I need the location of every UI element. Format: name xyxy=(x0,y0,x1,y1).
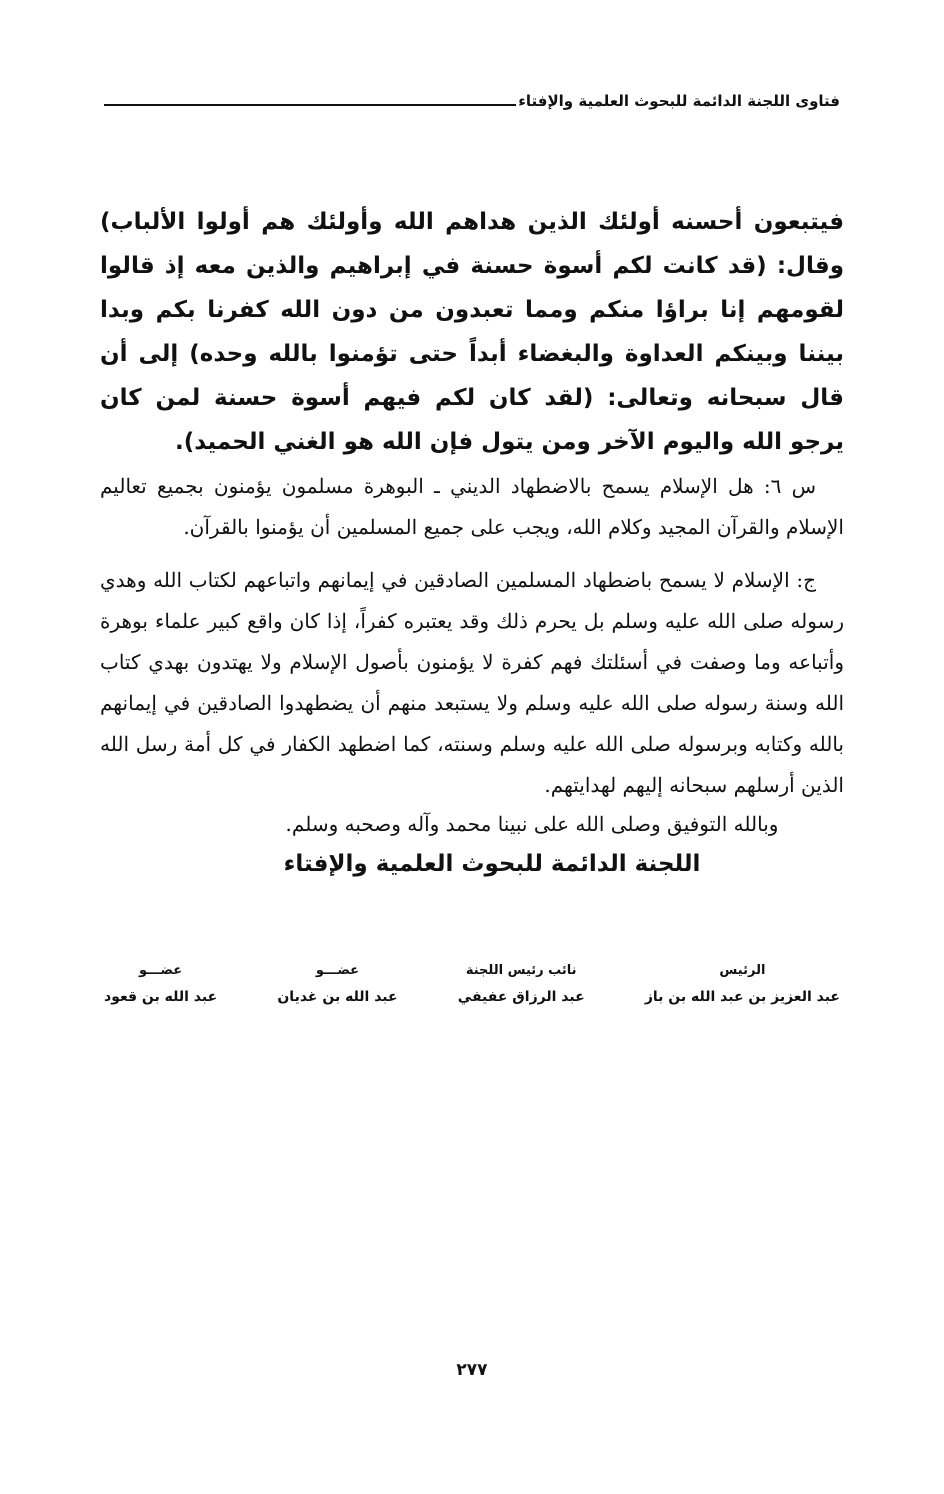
header-rule xyxy=(104,104,516,106)
closing-line: وبالله التوفيق وصلى الله على نبينا محمد وآله وصحبه وسلم. xyxy=(285,812,779,836)
answer-paragraph: ج: الإسلام لا يسمح باضطهاد المسلمين الصادقين في إيمانهم واتباعهم لكتاب الله وهدي رسوله صلى الله عليه وسلم بل يحرم ذلك وقد يعتبره كفراً، إذا كان واقع كبير علماء بوهرة وأتباعه وما وصفت في أسئلتك فهم كفرة لا يؤمنون بأصول الإسلام ولا يهتدون بهدي كتاب الله وسنة رسوله صلى الله عليه وسلم ولا يستبعد منهم أن يضطهدوا الصادقين في إيمانهم بالله وكتابه وبرسوله صلى الله عليه وسلم وسنته، كما اضطهد الكفار في كل أمة رسل الله الذين أرسلهم سبحانه إليهم لهدايتهم. xyxy=(100,568,844,797)
question-paragraph: س ٦: هل الإسلام يسمح بالاضطهاد الديني ـ البوهرة مسلمون يؤمنون بجميع تعاليم الإسلام والقرآن المجيد وكلام الله، ويجب على جميع المسلمين أن يؤمنوا بالقرآن. xyxy=(100,474,844,539)
signatories xyxy=(104,960,840,1012)
body-text xyxy=(100,200,844,884)
signatory-name: عبد الله بن غديان xyxy=(277,989,398,1005)
committee-name: اللجنة الدائمة للبحوث العلمية والإفتاء xyxy=(283,851,701,877)
page-number: ٢٧٧ xyxy=(456,1360,488,1380)
signatory-name: عبد الله بن قعود xyxy=(104,989,218,1005)
quote-paragraph: فيتبعون أحسنه أولئك الذين هداهم الله وأولئك هم أولوا الألباب) وقال: (قد كانت لكم أسوة حسنة في إبراهيم والذين معه إذ قالوا لقومهم إنا براؤا منكم ومما تعبدون من دون الله كفرنا بكم وبدا بيننا وبينكم العداوة والبغضاء أبداً حتى تؤمنوا بالله وحده) إلى أن قال سبحانه وتعالى: (لقد كان لكم فيهم أسوة حسنة لمن كان يرجو الله واليوم الآخر ومن يتول فإن الله هو الغني الحميد). xyxy=(100,209,844,455)
signatory-chairman xyxy=(645,960,840,1012)
running-title: فتاوى اللجنة الدائمة للبحوث العلمية والإفتاء xyxy=(518,92,840,110)
signatory-member-2 xyxy=(104,960,217,1012)
signatory-member-1 xyxy=(277,960,397,1012)
signatory-name: عبد العزيز بن عبد الله بن باز xyxy=(644,989,840,1005)
signatory-role: نائب رئيس اللجنة xyxy=(465,963,577,978)
signatory-vice-chairman xyxy=(458,960,585,1012)
signatory-role: عضـــو xyxy=(139,963,183,978)
signatory-name: عبد الرزاق عفيفي xyxy=(457,989,585,1005)
signatory-role: الرئيس xyxy=(719,963,766,978)
signatory-role: عضـــو xyxy=(315,963,360,978)
running-header xyxy=(104,92,840,110)
